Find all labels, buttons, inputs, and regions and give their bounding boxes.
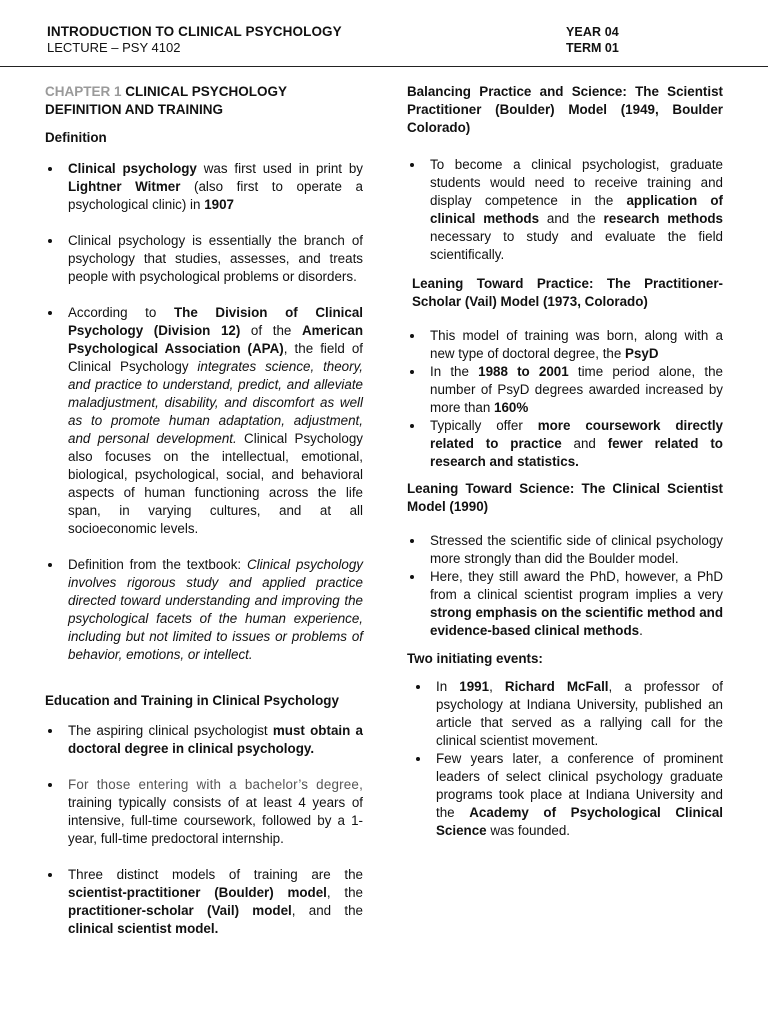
text: necessary to study and evaluate the field scientifically.: [430, 229, 723, 262]
vail-list: [407, 327, 723, 471]
text: and: [561, 436, 608, 451]
left-column: [45, 83, 363, 938]
period-1988-2001: 1988 to 2001: [478, 364, 569, 379]
list-item: [407, 532, 723, 568]
text: time period alone, the number of PsyD degrees awarded increased by more than: [430, 364, 723, 415]
events-list: [413, 678, 723, 840]
list-item: [45, 722, 363, 758]
text: The aspiring clinical psychologist: [68, 723, 273, 738]
text: (also first to operate a psychological clinic) in: [68, 179, 363, 212]
term-division-12: The Division of Clinical Psychology (Division 12): [68, 305, 363, 338]
list-item: [407, 568, 723, 640]
list-item: [45, 776, 363, 848]
term-research-coursework: fewer related to research and statistics.: [430, 436, 723, 469]
term-boulder-model: scientist-practitioner (Boulder) model: [68, 885, 327, 900]
term-clinical-scientist-model: clinical scientist model.: [68, 921, 219, 936]
header-left: [47, 24, 342, 56]
text: was first used in print by: [196, 161, 363, 176]
name-richard-mcfall: Richard McFall: [504, 679, 609, 694]
events-heading: Two initiating events:: [407, 651, 543, 666]
term-clinical-methods: application of clinical methods: [430, 193, 723, 226]
text: was founded.: [486, 823, 571, 838]
term-apa: American Psychological Association (APA): [68, 323, 363, 356]
list-item: [407, 363, 723, 417]
course-title: INTRODUCTION TO CLINICAL PSYCHOLOGY: [47, 24, 342, 39]
text: , the: [326, 885, 363, 900]
text: Clinical psychology is essentially the branch of psychology that studies, assesses, and treats people with psychological problems or disorders.: [68, 233, 363, 284]
text: Stressed the scientific side of clinical psychology more strongly than did the Boulder model.: [430, 533, 723, 566]
percent-160: 160%: [494, 400, 529, 415]
right-column: [407, 83, 723, 840]
text: In the: [430, 364, 479, 379]
term-research-methods: research methods: [603, 211, 724, 226]
page-header: [0, 0, 768, 67]
term-practice-coursework: more coursework directly related to practice: [430, 418, 724, 451]
text: training typically consists of at least 4 years of intensive, full-time coursework, followed by a 1-year, full-time predoctoral internship.: [68, 795, 363, 846]
year-1907: 1907: [204, 197, 234, 212]
list-item: [45, 556, 363, 664]
chapter-heading: [45, 83, 363, 119]
vail-heading: Leaning Toward Practice: The Practitioner-Scholar (Vail) Model (1973, Colorado): [412, 276, 723, 309]
year-1991: 1991: [459, 679, 490, 694]
text: For those entering with a bachelor’s degree,: [68, 777, 363, 792]
clinical-scientist-list: [407, 532, 723, 640]
term-vail-model: practitioner-scholar (Vail) model: [68, 903, 292, 918]
list-item: [45, 232, 363, 286]
list-item: [45, 866, 363, 938]
definition-list: [45, 160, 363, 664]
education-heading: Education and Training in Clinical Psychology: [45, 693, 339, 708]
term-psyd: PsyD: [625, 346, 659, 361]
text: .: [639, 623, 643, 638]
list-item: [413, 678, 723, 750]
list-item: [413, 750, 723, 840]
text: , a professor of psychology at Indiana University, published an article that served as a rallying call for the clinical scientist movement.: [436, 679, 724, 748]
text: , the field of Clinical Psychology: [68, 341, 363, 374]
text: Typically offer: [430, 418, 538, 433]
list-item: [45, 304, 363, 538]
header-right: [566, 24, 619, 56]
text: ,: [489, 679, 505, 694]
chapter-title-line2: DEFINITION AND TRAINING: [45, 102, 223, 117]
list-item: [407, 156, 723, 264]
clinical-scientist-heading: Leaning Toward Science: The Clinical Scientist Model (1990): [407, 481, 723, 514]
boulder-heading: Balancing Practice and Science: The Scientist Practitioner (Boulder) Model (1949, Boulder Colorado): [407, 84, 723, 135]
text: and the: [539, 211, 604, 226]
text: , and the: [291, 903, 363, 918]
education-list: [45, 722, 363, 938]
text: Clinical Psychology also focuses on the intellectual, emotional, biological, psychological, social, and behavioral aspects of human functioning across the life span, in varying cultures, and at all socioeconomic levels.: [68, 431, 363, 536]
text: In: [436, 679, 460, 694]
text: To become a clinical psychologist, graduate students would need to receive training and display competence in the: [430, 157, 723, 208]
definition-heading: Definition: [45, 130, 107, 145]
term-clinical-psychology: Clinical psychology: [68, 161, 197, 176]
text: This model of training was born, along with a new type of doctoral degree, the: [430, 328, 723, 361]
term-scientific-emphasis: strong emphasis on the scientific method and evidence-based clinical methods: [430, 605, 723, 638]
list-item: [407, 327, 723, 363]
text: Few years later, a conference of prominent leaders of select clinical psychology graduate programs took place at Indiana University and the: [436, 751, 723, 820]
apa-definition: integrates science, theory, and practice to understand, predict, and alleviate maladjustment, disability, and discomfort as well as to promote human adaptation, adjustment, and personal development.: [68, 359, 364, 446]
list-item: [45, 160, 363, 214]
chapter-title-line1: CLINICAL PSYCHOLOGY: [125, 84, 288, 99]
text: Here, they still award the PhD, however, a PhD from a clinical scientist program implies a very: [430, 569, 723, 602]
textbook-definition: Clinical psychology involves rigorous study and applied practice directed toward understanding and improving the psychological facets of the human experience, including but not limited to issues or problems of behavior, emotions, or intellect.: [68, 557, 363, 662]
term-lightner-witmer: Lightner Witmer: [68, 179, 181, 194]
lecture-code: LECTURE – PSY 4102: [47, 40, 181, 55]
term-label: TERM 01: [566, 41, 619, 55]
year-label: YEAR 04: [566, 25, 619, 39]
text: Definition from the textbook:: [68, 557, 247, 572]
text: Three distinct models of training are the: [68, 867, 363, 882]
doctoral-requirement: must obtain a doctoral degree in clinical psychology.: [68, 723, 363, 756]
boulder-list: [407, 156, 723, 264]
list-item: [407, 417, 723, 471]
term-academy: Academy of Psychological Clinical Science: [436, 805, 723, 838]
chapter-number: CHAPTER 1: [45, 84, 122, 99]
text: of the: [240, 323, 302, 338]
text: According to: [68, 305, 174, 320]
